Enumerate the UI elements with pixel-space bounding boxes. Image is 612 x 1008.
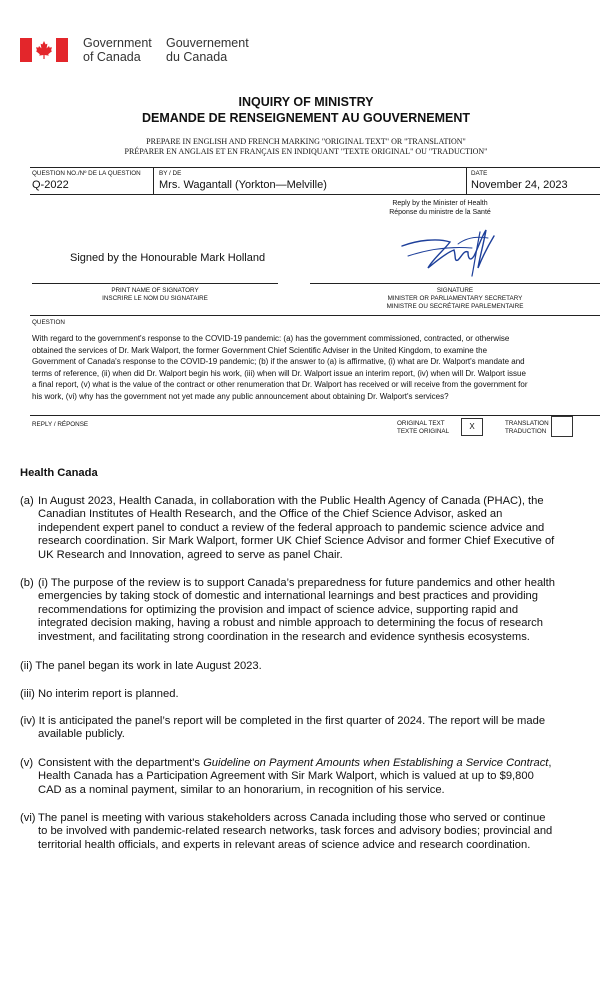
canada-flag-logo <box>20 38 68 62</box>
form-title-fr: DEMANDE DE RENSEIGNEMENT AU GOUVERNEMENT <box>141 111 471 125</box>
original-text-label-en: ORIGINAL TEXT <box>397 420 445 427</box>
signed-by-text: Signed by the Honourable Mark Holland <box>70 252 266 264</box>
part-v-text-pre: Consistent with the department's <box>38 757 204 769</box>
question-line: Government of Canada's response to the COVID-19 pandemic; (b) if the answer to (a) is affirmative, (i) what are Dr. Walport's mandate and <box>32 357 525 367</box>
part-b-text <box>38 577 596 644</box>
part-a-line: In August 2023, Health Canada, in collaboration with the Public Health Agency of Canada (PHAC), the <box>38 495 544 507</box>
part-v-line: Health Canada has a Participation Agreement with Sir Mark Walport, which is valued at up to $9,800 <box>38 770 534 783</box>
part-vi-line: The panel is meeting with various stakeholders across Canada including those who served or continue <box>38 812 546 824</box>
handwritten-signature <box>398 222 502 280</box>
part-v-label: (v) <box>20 757 34 769</box>
question-line: With regard to the government's response to the COVID-19 pandemic: (a) has the government commissioned, contracted, or otherwise <box>32 334 510 343</box>
question-bottom-rule <box>30 415 600 416</box>
answer-part-ii: (ii) The panel began its work in late August 2023. <box>20 660 262 672</box>
field-divider-1 <box>153 167 154 194</box>
print-name-label-fr: INSCRIRE LE NOM DU SIGNATAIRE <box>102 295 208 302</box>
reply-label: REPLY / RÉPONSE <box>32 421 89 428</box>
translation-label-en: TRANSLATION <box>505 420 549 427</box>
form-title-en: INQUIRY OF MINISTRY <box>238 95 374 109</box>
signature-label: SIGNATURE <box>436 287 474 294</box>
part-vi-label: (vi) <box>20 812 36 824</box>
part-b-label: (b) <box>20 577 34 589</box>
part-a-line: research coordination. Sir Mark Walport, former UK Chief Science Advisor and former Chief Executive of <box>38 535 555 548</box>
part-a-line: Canadian Institutes of Health Research, and the Office of the Chief Science Advisor, asked an <box>38 508 503 521</box>
date-label: DATE <box>471 170 488 177</box>
instruction-en: PREPARE IN ENGLISH AND FRENCH MARKING "ORIGINAL TEXT" OR "TRANSLATION" <box>146 137 466 146</box>
question-number-label: QUESTION NO./Nº DE LA QUESTION <box>32 170 141 177</box>
original-text-check-mark: X <box>469 422 475 431</box>
part-v-text-post: , <box>548 757 552 769</box>
by-value: Mrs. Wagantall (Yorkton—Melville) <box>159 179 327 191</box>
date-value: November 24, 2023 <box>471 179 568 191</box>
part-iv-line: available publicly. <box>38 728 125 741</box>
answer-part-b <box>20 577 596 647</box>
gov-fr-line1: Gouvernement <box>166 36 249 50</box>
part-v-line: CAD as a nominal payment, similar to an honorarium, in recognition of his service. <box>38 783 445 796</box>
signature-role-fr: MINISTRE OU SECRÉTAIRE PARLEMENTAIRE <box>386 303 524 310</box>
part-vi-line: to be involved with pandemic-related research networks, task forces and advisory bodies; provincial and <box>38 825 553 838</box>
field-row-bottom-rule <box>30 194 600 195</box>
answer-part-iii: (iii) No interim report is planned. <box>20 688 179 700</box>
translation-label-fr: TRADUCTION <box>505 428 547 435</box>
original-text-label-fr: TEXTE ORIGINAL <box>397 428 450 435</box>
government-of-canada-wordmark-fr <box>166 36 249 64</box>
question-line: a final report, (v) what is the value of the contract or other renumeration that Dr. Walport has received or will receive from the government for <box>32 380 528 390</box>
question-line: terms of reference, (ii) when did Dr. Walport begin his work, (iii) when will Dr. Walport issue an interim report, (iv) when will Dr. Walport issue <box>32 368 526 378</box>
question-top-rule <box>30 315 600 316</box>
question-line: obtained the services of Dr. Mark Walport, the former Government Chief Scientific Adviser in the United Kingdom, to examine the <box>32 345 488 355</box>
answer-part-vi <box>20 812 596 854</box>
gov-fr-line2: du Canada <box>166 50 228 64</box>
part-v-text <box>38 757 596 797</box>
part-iv-line: (iv) It is anticipated the panel’s report will be completed in the first quarter of 2024. The report will be made <box>20 715 546 727</box>
gov-en-line1: Government <box>83 36 152 50</box>
answer-part-a <box>20 495 596 565</box>
field-row-top-rule <box>30 167 600 168</box>
question-number-value: Q-2022 <box>32 179 69 191</box>
answer-part-v <box>20 757 596 799</box>
original-text-checkbox[interactable] <box>461 418 483 436</box>
part-a-line: UK Research and Innovation, agreed to serve as panel Chair. <box>38 548 343 561</box>
field-divider-2 <box>466 167 467 194</box>
part-vi-text <box>38 812 596 852</box>
part-b-line: investment, and facilitating strong coordination in the research and evidence synthesis ecosystems. <box>38 630 530 643</box>
question-line: his work, (vi) why has the government not yet made any public announcement about obtaining Dr. Walport's services? <box>32 391 449 401</box>
answer-heading: Health Canada <box>20 467 98 479</box>
signature-rule <box>310 283 600 284</box>
part-vi-line: territorial health officials, and experts in relevant areas of science advice and research coordination. <box>38 838 531 851</box>
translation-checkbox[interactable] <box>551 416 573 437</box>
guideline-title: Guideline on Payment Amounts when Establishing a Service Contract <box>203 757 549 769</box>
reply-by-fr: Réponse du ministre de la Santé <box>389 209 491 216</box>
reply-by-en: Reply by the Minister of Health <box>392 200 488 207</box>
part-a-text <box>38 495 596 562</box>
gov-en-line2: of Canada <box>83 50 141 64</box>
part-v-line <box>38 757 596 770</box>
question-label: QUESTION <box>32 319 65 326</box>
answer-part-iv <box>20 715 596 745</box>
part-a-label: (a) <box>20 495 34 507</box>
part-b-line: (i) The purpose of the review is to support Canada’s preparedness for future pandemics and other health <box>38 577 556 589</box>
print-name-label-en: PRINT NAME OF SIGNATORY <box>111 287 199 294</box>
part-b-line: emergencies by taking stock of domestic and international learnings and best practices and providing <box>38 590 538 603</box>
part-a-line: independent expert panel to conduct a review of the federal approach to pandemic science advice and <box>38 521 545 534</box>
by-label: BY / DE <box>159 170 182 177</box>
part-b-line: recommendations for optimizing the provision and impact of science advice, supporting rapid and <box>38 603 519 616</box>
question-text <box>32 333 594 403</box>
signatory-name-rule <box>32 283 278 284</box>
instruction-fr: PRÉPARER EN ANGLAIS ET EN FRANÇAIS EN INDIQUANT "TEXTE ORIGINAL" OU "TRADUCTION" <box>124 147 488 156</box>
part-b-line: integrated decision making, having a robust and nimble approach to determining the focus of research <box>38 617 543 630</box>
government-of-canada-wordmark-en <box>83 36 152 64</box>
signature-role-en: MINISTER OR PARLIAMENTARY SECRETARY <box>387 295 523 302</box>
